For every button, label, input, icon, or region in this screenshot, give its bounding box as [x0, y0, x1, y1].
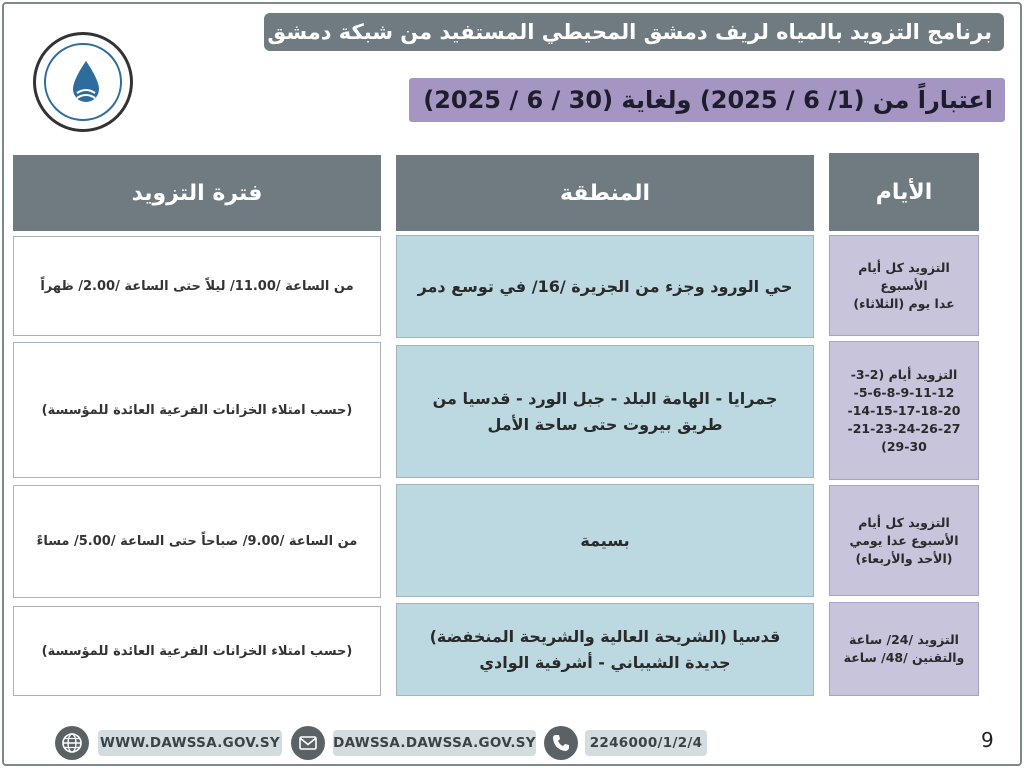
- globe-icon: [55, 726, 89, 760]
- table-row-1-area: حي الورود وجزء من الجزيرة /16/ في توسع دمر: [396, 235, 814, 338]
- phone-icon: [544, 726, 578, 760]
- date-range: اعتباراً من (1/ 6 / 2025) ولغاية (30 / 6 / 2025): [409, 78, 1005, 122]
- page-title: برنامج التزويد بالمياه لريف دمشق المحيطي المستفيد من شبكة دمشق: [264, 13, 1004, 51]
- table-row-1-days: التزويد كل أيام الأسبوع عدا يوم (الثلاثاء): [829, 235, 979, 336]
- table-row-2-days: التزويد أيام (2-3- 5-6-8-9-11-12- 14-15-17-18-20- 21-23-24-26-27- 29-30): [829, 341, 979, 480]
- email-link[interactable]: DAWSSA.DAWSSA.GOV.SY: [333, 730, 536, 756]
- column-header-days: الأيام: [829, 153, 979, 231]
- table-row-2-period: (حسب امتلاء الخزانات الفرعية العائدة للمؤسسة): [13, 342, 381, 478]
- website-link[interactable]: WWW.DAWSSA.GOV.SY: [98, 730, 282, 756]
- phone-number[interactable]: 2246000/1/2/4: [585, 730, 707, 756]
- organization-logo: [33, 32, 133, 132]
- mail-icon: [291, 726, 325, 760]
- column-header-period: فترة التزويد: [13, 155, 381, 231]
- table-row-3-days: التزويد كل أيام الأسبوع عدا يومي (الأحد والأربعاء): [829, 485, 979, 596]
- table-row-4-days: التزويد /24/ ساعة والتقنين /48/ ساعة: [829, 602, 979, 696]
- table-row-2-area: جمرايا - الهامة البلد - جبل الورد - قدسيا من طريق بيروت حتى ساحة الأمل: [396, 345, 814, 478]
- page-number: 9: [981, 728, 994, 752]
- table-row-4-period: (حسب امتلاء الخزانات الفرعية العائدة للمؤسسة): [13, 606, 381, 696]
- column-header-area: المنطقة: [396, 155, 814, 231]
- table-row-3-area: بسيمة: [396, 484, 814, 597]
- table-row-1-period: من الساعة /11.00/ ليلاً حتى الساعة /2.00/ ظهراً: [13, 236, 381, 336]
- table-row-4-area: قدسيا (الشريحة العالية والشريحة المنخفضة) جديدة الشيباني - أشرفية الوادي: [396, 603, 814, 696]
- table-row-3-period: من الساعة /9.00/ صباحاً حتى الساعة /5.00/ مساءً: [13, 485, 381, 598]
- water-drop-icon: [69, 59, 103, 107]
